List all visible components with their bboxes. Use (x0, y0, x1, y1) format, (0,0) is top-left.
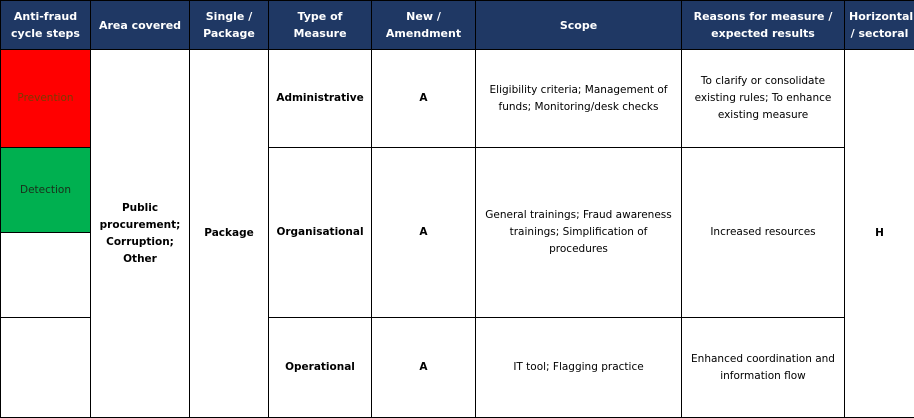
single-package-cell: Package (190, 50, 269, 418)
new-amendment-cell: A (372, 50, 476, 148)
cycle-step-detection: Detection (1, 148, 91, 233)
cycle-step-empty (1, 318, 91, 418)
header-single-package: Single / Package (190, 1, 269, 50)
new-amendment-cell: A (372, 318, 476, 418)
header-area-covered: Area covered (91, 1, 190, 50)
area-covered-cell: Public procurement; Corruption; Other (91, 50, 190, 418)
type-of-measure-cell: Operational (269, 318, 372, 418)
type-of-measure-cell: Organisational (269, 148, 372, 318)
reasons-cell: Increased resources (682, 148, 845, 318)
cycle-step-empty (1, 233, 91, 318)
scope-cell: Eligibility criteria; Management of funds; Monitoring/desk checks (476, 50, 682, 148)
scope-cell: General trainings; Fraud awareness trainings; Simplification of procedures (476, 148, 682, 318)
horizontal-sectoral-cell: H (845, 50, 914, 418)
scope-cell: IT tool; Flagging practice (476, 318, 682, 418)
header-reasons: Reasons for measure / expected results (682, 1, 845, 50)
header-horizontal-sectoral: Horizontal / sectoral (845, 1, 914, 50)
new-amendment-cell: A (372, 148, 476, 318)
type-of-measure-cell: Administrative (269, 50, 372, 148)
header-type-of-measure: Type of Measure (269, 1, 372, 50)
header-new-amendment: New / Amendment (372, 1, 476, 50)
header-cycle-steps: Anti-fraud cycle steps (1, 1, 91, 50)
reasons-cell: To clarify or consolidate existing rules; To enhance existing measure (682, 50, 845, 148)
header-scope: Scope (476, 1, 682, 50)
reasons-cell: Enhanced coordination and information flow (682, 318, 845, 418)
cycle-step-prevention: Prevention (1, 50, 91, 148)
